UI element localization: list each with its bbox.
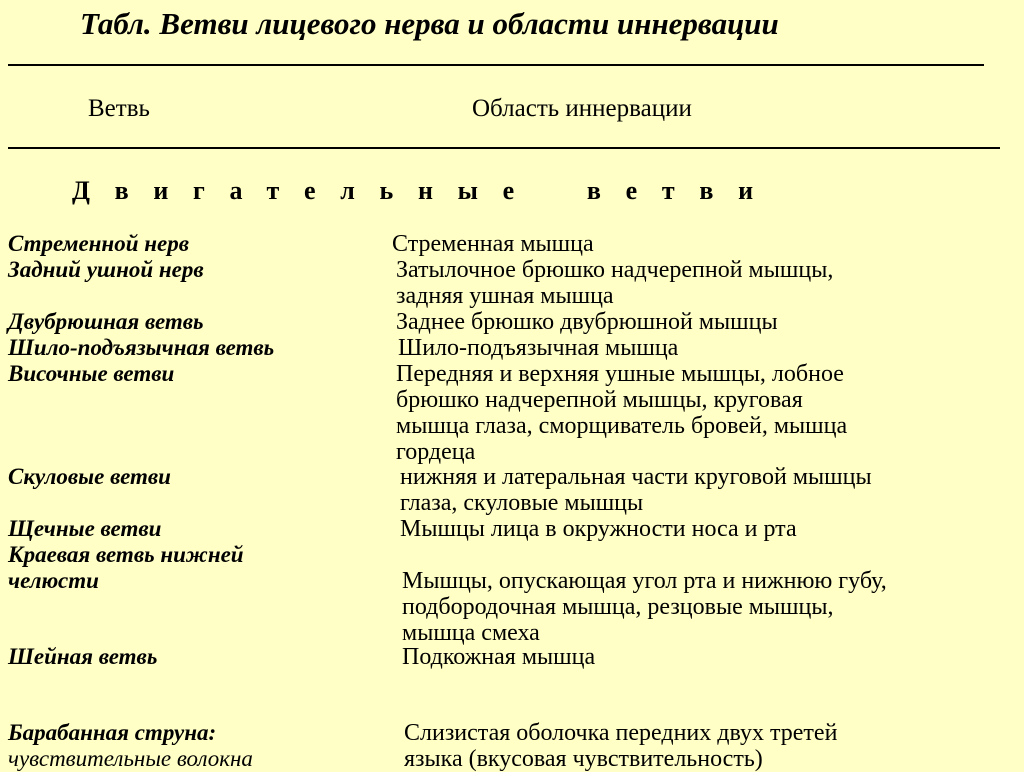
- innervation-area: [396, 361, 847, 465]
- section-heading-motor-branches: [72, 176, 778, 206]
- innervation-area: [402, 644, 595, 670]
- area-line: Заднее брюшко двубрюшной мышцы: [396, 309, 778, 335]
- branch-subtitle: чувствительные волокна: [8, 746, 253, 771]
- branch-name: Задний ушной нерв: [8, 257, 204, 282]
- area-line: нижняя и латеральная части круговой мышцы: [400, 464, 872, 490]
- branch-name: [8, 542, 244, 594]
- area-line: Подкожная мышца: [402, 644, 596, 670]
- branch-name: Двубрюшная ветвь: [8, 309, 204, 334]
- innervation-area: [398, 335, 678, 361]
- area-line: Мышцы, опускающая угол рта и нижнюю губу,: [402, 568, 887, 594]
- header-rule: [8, 147, 1000, 149]
- area-line: Стременная мышца: [392, 231, 594, 257]
- branch-name: Скуловые ветви: [8, 464, 171, 489]
- area-line: языка (вкусовая чувствительность): [404, 746, 763, 772]
- innervation-area: [402, 568, 887, 646]
- area-line: задняя ушная мышца: [396, 283, 614, 309]
- innervation-area: [404, 720, 837, 772]
- branch-name: Стременной нерв: [8, 231, 189, 256]
- area-line: Слизистая оболочка передних двух третей: [404, 720, 838, 746]
- branch-name: Шило-подъязычная ветвь: [8, 335, 275, 360]
- branch-name: Шейная ветвь: [8, 644, 158, 669]
- area-line: Шило-подъязычная мышца: [398, 335, 679, 361]
- branch-line: Барабанная струна:: [8, 720, 217, 745]
- column-header-area: Область иннервации: [472, 95, 692, 122]
- innervation-area: [400, 464, 872, 516]
- area-line: брюшко надчерепной мышцы, круговая: [396, 387, 803, 413]
- area-line: Затылочное брюшко надчерепной мышцы,: [396, 257, 834, 283]
- title-rule: [8, 64, 984, 66]
- branch-name: [8, 720, 253, 772]
- section-word-motor: Двигательные: [72, 176, 539, 205]
- branch-line: Краевая ветвь нижней: [8, 542, 244, 567]
- area-line: мышца смеха: [402, 620, 540, 646]
- innervation-area: [392, 231, 594, 257]
- section-word-branches: ветви: [586, 176, 778, 205]
- area-line: мышца глаза, сморщиватель бровей, мышца: [396, 413, 848, 439]
- innervation-area: [396, 309, 778, 335]
- innervation-area: [396, 257, 833, 309]
- area-line: глаза, скуловые мышцы: [400, 490, 644, 516]
- branch-line: челюсти: [8, 568, 99, 593]
- table-title: Табл. Ветви лицевого нерва и области иннервации: [80, 6, 779, 41]
- area-line: гордеца: [396, 439, 476, 465]
- branch-name: Височные ветви: [8, 361, 175, 386]
- branch-name: Щечные ветви: [8, 516, 162, 541]
- area-line: Мышцы лица в окружности носа и рта: [400, 516, 797, 542]
- column-header-branch: Ветвь: [88, 95, 150, 122]
- area-line: Передняя и верхняя ушные мышцы, лобное: [396, 361, 844, 387]
- area-line: подбородочная мышца, резцовые мышцы,: [402, 594, 834, 620]
- innervation-area: [400, 516, 797, 542]
